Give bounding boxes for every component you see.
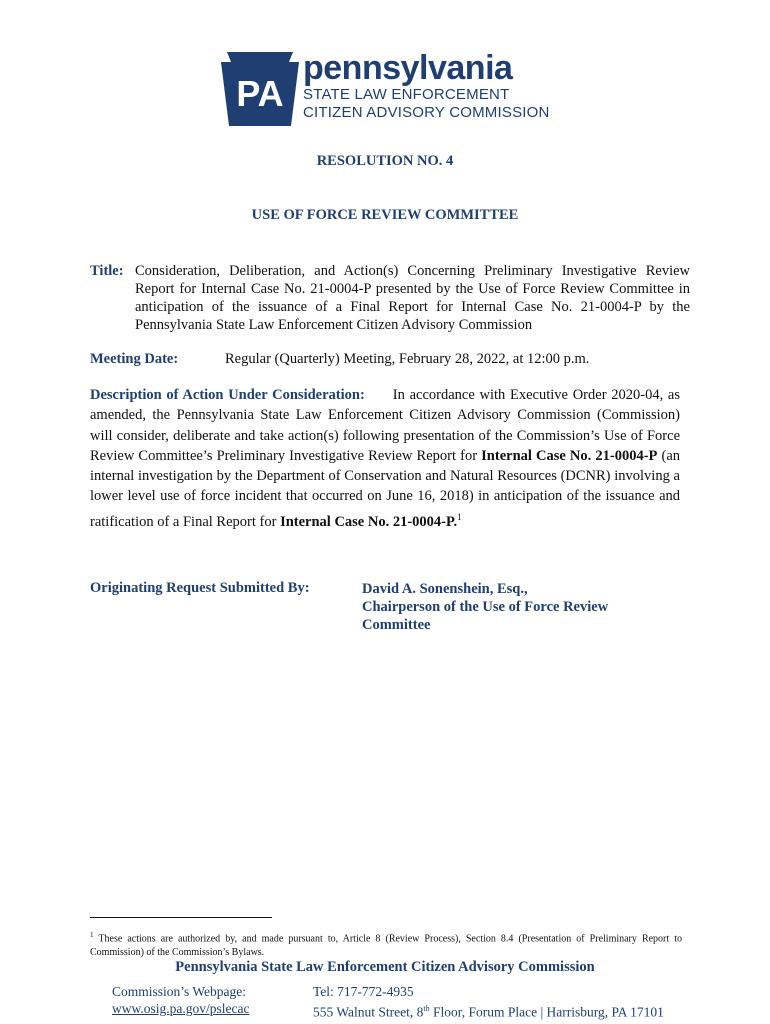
footnote bbox=[90, 928, 682, 960]
footer-tel: Tel: 717-772-4935 bbox=[313, 984, 414, 999]
keystone-logo-icon bbox=[221, 52, 299, 126]
footer-contact bbox=[313, 983, 664, 1021]
footnote-ref[interactable]: 1 bbox=[457, 511, 462, 522]
originating-label: Originating Request Submitted By: bbox=[90, 580, 310, 596]
description-section bbox=[90, 385, 680, 532]
case-number-1: Internal Case No. 21-0004-P bbox=[481, 447, 658, 464]
meeting-date-value: Regular (Quarterly) Meeting, February 28, 2022, at 12:00 p.m. bbox=[225, 351, 590, 367]
footer-address bbox=[313, 1000, 664, 1021]
footnote-number: 1 bbox=[90, 931, 94, 939]
originator-role-1: Chairperson of the Use of Force Review bbox=[362, 599, 609, 615]
description-text-3: . bbox=[453, 513, 458, 530]
originator-name: David A. Sonenshein, Esq., bbox=[362, 581, 528, 597]
description-label: Description of Action Under Consideration: bbox=[90, 387, 365, 403]
case-number-2: Internal Case No. 21-0004-P bbox=[280, 513, 454, 530]
description-text-1: In accordance with Executive Order 2020-04, as amended, the Pennsylvania State Law Enforcement Citizen Advisory Commission (Commission) will consider, deliberate and take action(s) following presentation of the Commission’s Use of Force Review Committee’s Preliminary Investigative Review Report for bbox=[90, 387, 680, 464]
logo-line-1: STATE LAW ENFORCEMENT bbox=[303, 86, 510, 103]
footer-org-name: Pennsylvania State Law Enforcement Citizen Advisory Commission bbox=[175, 959, 595, 975]
title-section bbox=[90, 262, 690, 334]
logo-state-word: pennsylvania bbox=[303, 49, 513, 87]
meeting-date-section bbox=[90, 351, 589, 368]
resolution-number: RESOLUTION NO. 4 bbox=[316, 153, 454, 169]
originating-by bbox=[362, 580, 608, 634]
webpage-label: Commission’s Webpage: bbox=[112, 984, 247, 999]
description-text-2: (an internal investigation by the Department of Conservation and Natural Resources (DCNR) involving a lower level use of force incident that occurred on June 16, 2018) in anticipation of the issuance and ratification of a Final Report for bbox=[90, 447, 681, 530]
address-post: Floor, Forum Place | Harrisburg, PA 17101 bbox=[429, 1004, 664, 1020]
logo-text bbox=[303, 50, 550, 122]
address-pre: 555 Walnut Street, 8 bbox=[313, 1004, 424, 1020]
footnote-divider bbox=[90, 917, 272, 918]
address-sup: th bbox=[423, 1004, 430, 1013]
logo-mark: PA bbox=[236, 73, 284, 114]
logo-line-2: CITIZEN ADVISORY COMMISSION bbox=[303, 104, 550, 121]
webpage-link[interactable]: www.osig.pa.gov/pslecac bbox=[112, 1001, 250, 1016]
committee-heading: USE OF FORCE REVIEW COMMITTEE bbox=[251, 207, 519, 223]
title-label: Title: bbox=[90, 263, 124, 279]
meeting-date-label: Meeting Date: bbox=[90, 351, 179, 367]
commission-logo bbox=[221, 50, 561, 128]
footnote-text: These actions are authorized by, and made pursuant to, Article 8 (Review Process), Section 8.4 (Presentation of Preliminary Report to Commission) of the Commission’s Bylaws. bbox=[90, 933, 682, 959]
footer-web bbox=[112, 983, 249, 1017]
originator-role-2: Committee bbox=[362, 617, 431, 633]
title-text: Consideration, Deliberation, and Action(s) Concerning Preliminary Investigative Review Report for Internal Case No. 21-0004-P presented by the Use of Force Review Committee in anticipation of the issuance of a Final Report for Internal Case No. 21-0004-P by the Pennsylvania State Law Enforcement Citizen Advisory Commission bbox=[135, 263, 690, 333]
